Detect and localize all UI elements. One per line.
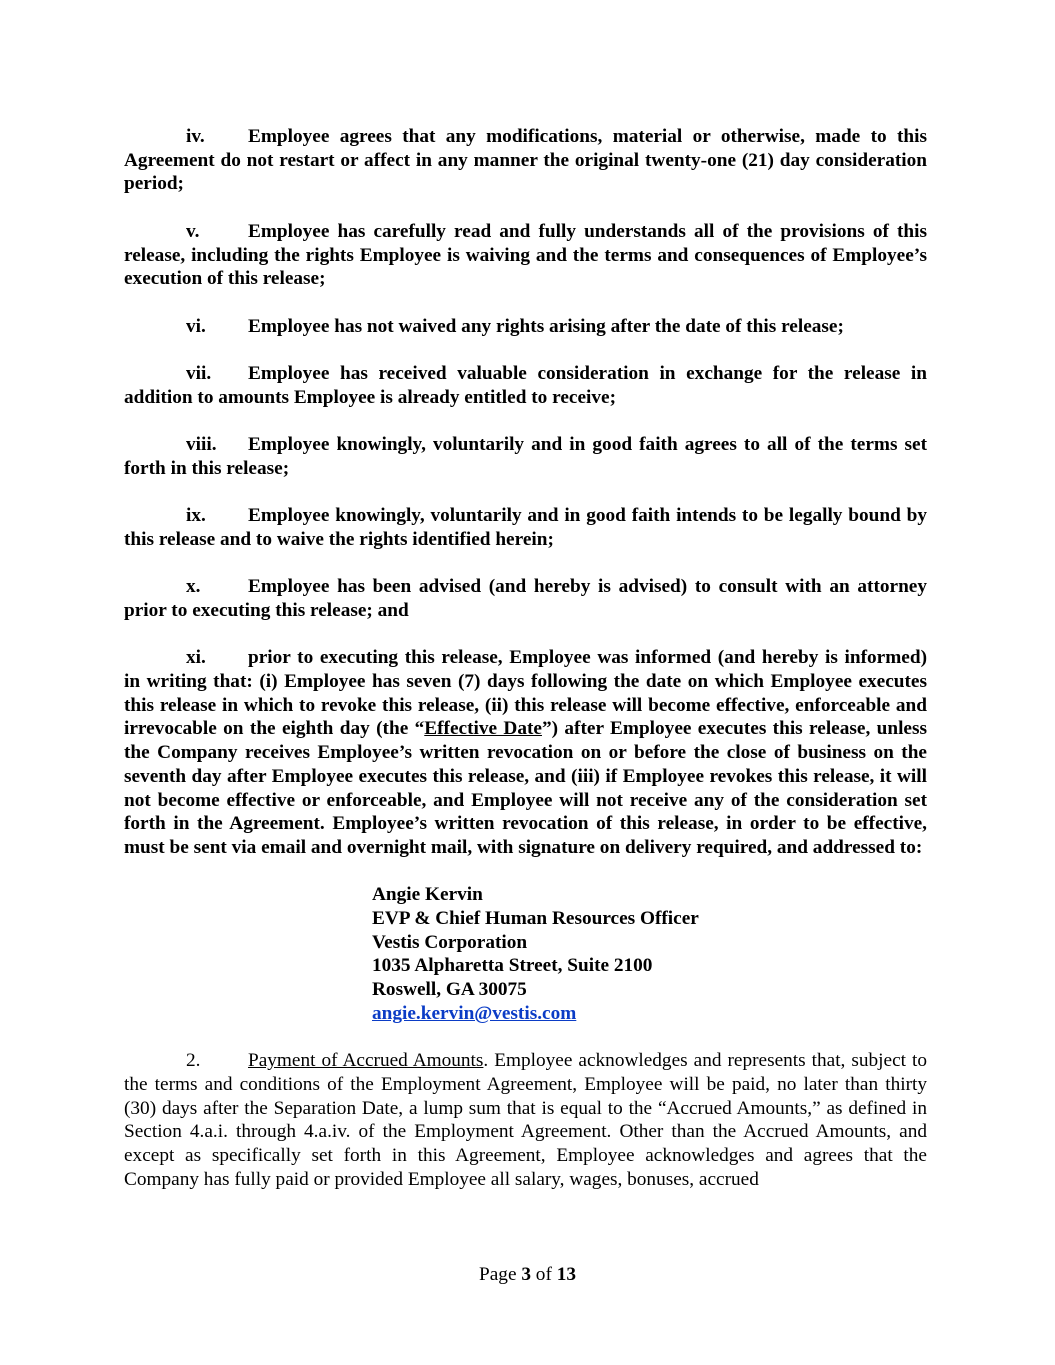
release-item-x (124, 575, 927, 622)
section-text: . Employee acknowledges and represents that, subject to the terms and conditions of the Employment Agreement, Employee will be paid, no later than thirty (30) days after the Separation Date, a lump sum that is equal to the “Accrued Amounts,” as defined in Section 4.a.i. through 4.a.iv. of the Employment Agreement. Other than the Accrued Amounts, and except as specifically set forth in this Agreement, Employee acknowledges and agrees that the Company has fully paid or provided Employee all salary, wages, bonuses, accrued (124, 1050, 927, 1190)
total-pages: 13 (556, 1264, 576, 1285)
section-number: 2. (186, 1050, 201, 1072)
section-heading: Payment of Accrued Amounts (248, 1050, 484, 1072)
page-number: 3 (521, 1264, 531, 1285)
item-text: Employee has been advised (and hereby is advised) to consult with an attorney prior to executing this release; and (124, 576, 927, 621)
item-number: x. (186, 576, 201, 598)
item-text: Employee has carefully read and fully understands all of the provisions of this release, including the rights Employee is waiving and the terms and consequences of Employee’s execution of this release; (124, 220, 927, 290)
item-text: Employee has received valuable consideration in exchange for the release in addition to amounts Employee is already entitled to receive; (124, 362, 927, 408)
item-number: ix. (186, 505, 206, 527)
item-text: Employee agrees that any modifications, material or otherwise, made to this Agreement do not restart or affect in any manner the original twenty-one (21) day consideration period; (124, 126, 927, 195)
of-label: of (535, 1264, 552, 1285)
item-number: vii. (186, 362, 212, 384)
recipient-company: Vestis Corporation (372, 931, 528, 953)
item-text-after: ”) after Employee executes this release, unless the Company receives Employee’s written revocation on or before the close of business on the seventh day after Employee executes this release, and (iii) if Employee revokes this release, it will not become effective or enforceable, and Employee will not receive any of the consideration set forth in the Agreement. Employee’s written revocation of this release, in order to be effective, must be sent via email and overnight mail, with signature on delivery required, and addressed to: (124, 718, 927, 858)
item-number: viii. (186, 434, 217, 456)
release-item-vii (124, 362, 927, 409)
page-label: Page (479, 1264, 517, 1285)
release-item-vi (124, 315, 927, 339)
recipient-street: 1035 Alpharetta Street, Suite 2100 (372, 955, 653, 977)
item-number: vi. (186, 315, 206, 337)
release-item-viii (124, 433, 927, 480)
section-2-paragraph (124, 1049, 927, 1191)
item-number: iv. (186, 126, 205, 147)
recipient-email-link[interactable]: angie.kervin@vestis.com (372, 1002, 577, 1024)
release-item-v (124, 220, 927, 291)
release-item-iv (124, 125, 927, 196)
item-text-before: prior to executing this release, Employee was informed (and hereby is informed) in writing that: (i) Employee has seven (7) days following the date on which Employee executes this release in which to revoke this release, (ii) this release will become effective, enforceable and irrevocable on the eighth day (the “ (124, 647, 927, 740)
item-text: Employee has not waived any rights arising after the date of this release; (248, 315, 844, 337)
item-number: v. (186, 220, 200, 242)
recipient-name: Angie Kervin (372, 884, 483, 906)
recipient-city: Roswell, GA 30075 (372, 979, 527, 1001)
release-item-ix (124, 504, 927, 551)
revocation-address-block (372, 883, 927, 1025)
document-body (124, 125, 927, 1192)
recipient-title: EVP & Chief Human Resources Officer (372, 908, 699, 930)
effective-date-term: Effective Date (424, 718, 542, 740)
item-number: xi. (186, 647, 206, 669)
release-item-xi (124, 646, 927, 859)
item-text: Employee knowingly, voluntarily and in good faith agrees to all of the terms set forth in this release; (124, 434, 927, 479)
item-text: Employee knowingly, voluntarily and in good faith intends to be legally bound by this release and to waive the rights identified herein; (124, 505, 927, 550)
page-footer (0, 1264, 1055, 1286)
